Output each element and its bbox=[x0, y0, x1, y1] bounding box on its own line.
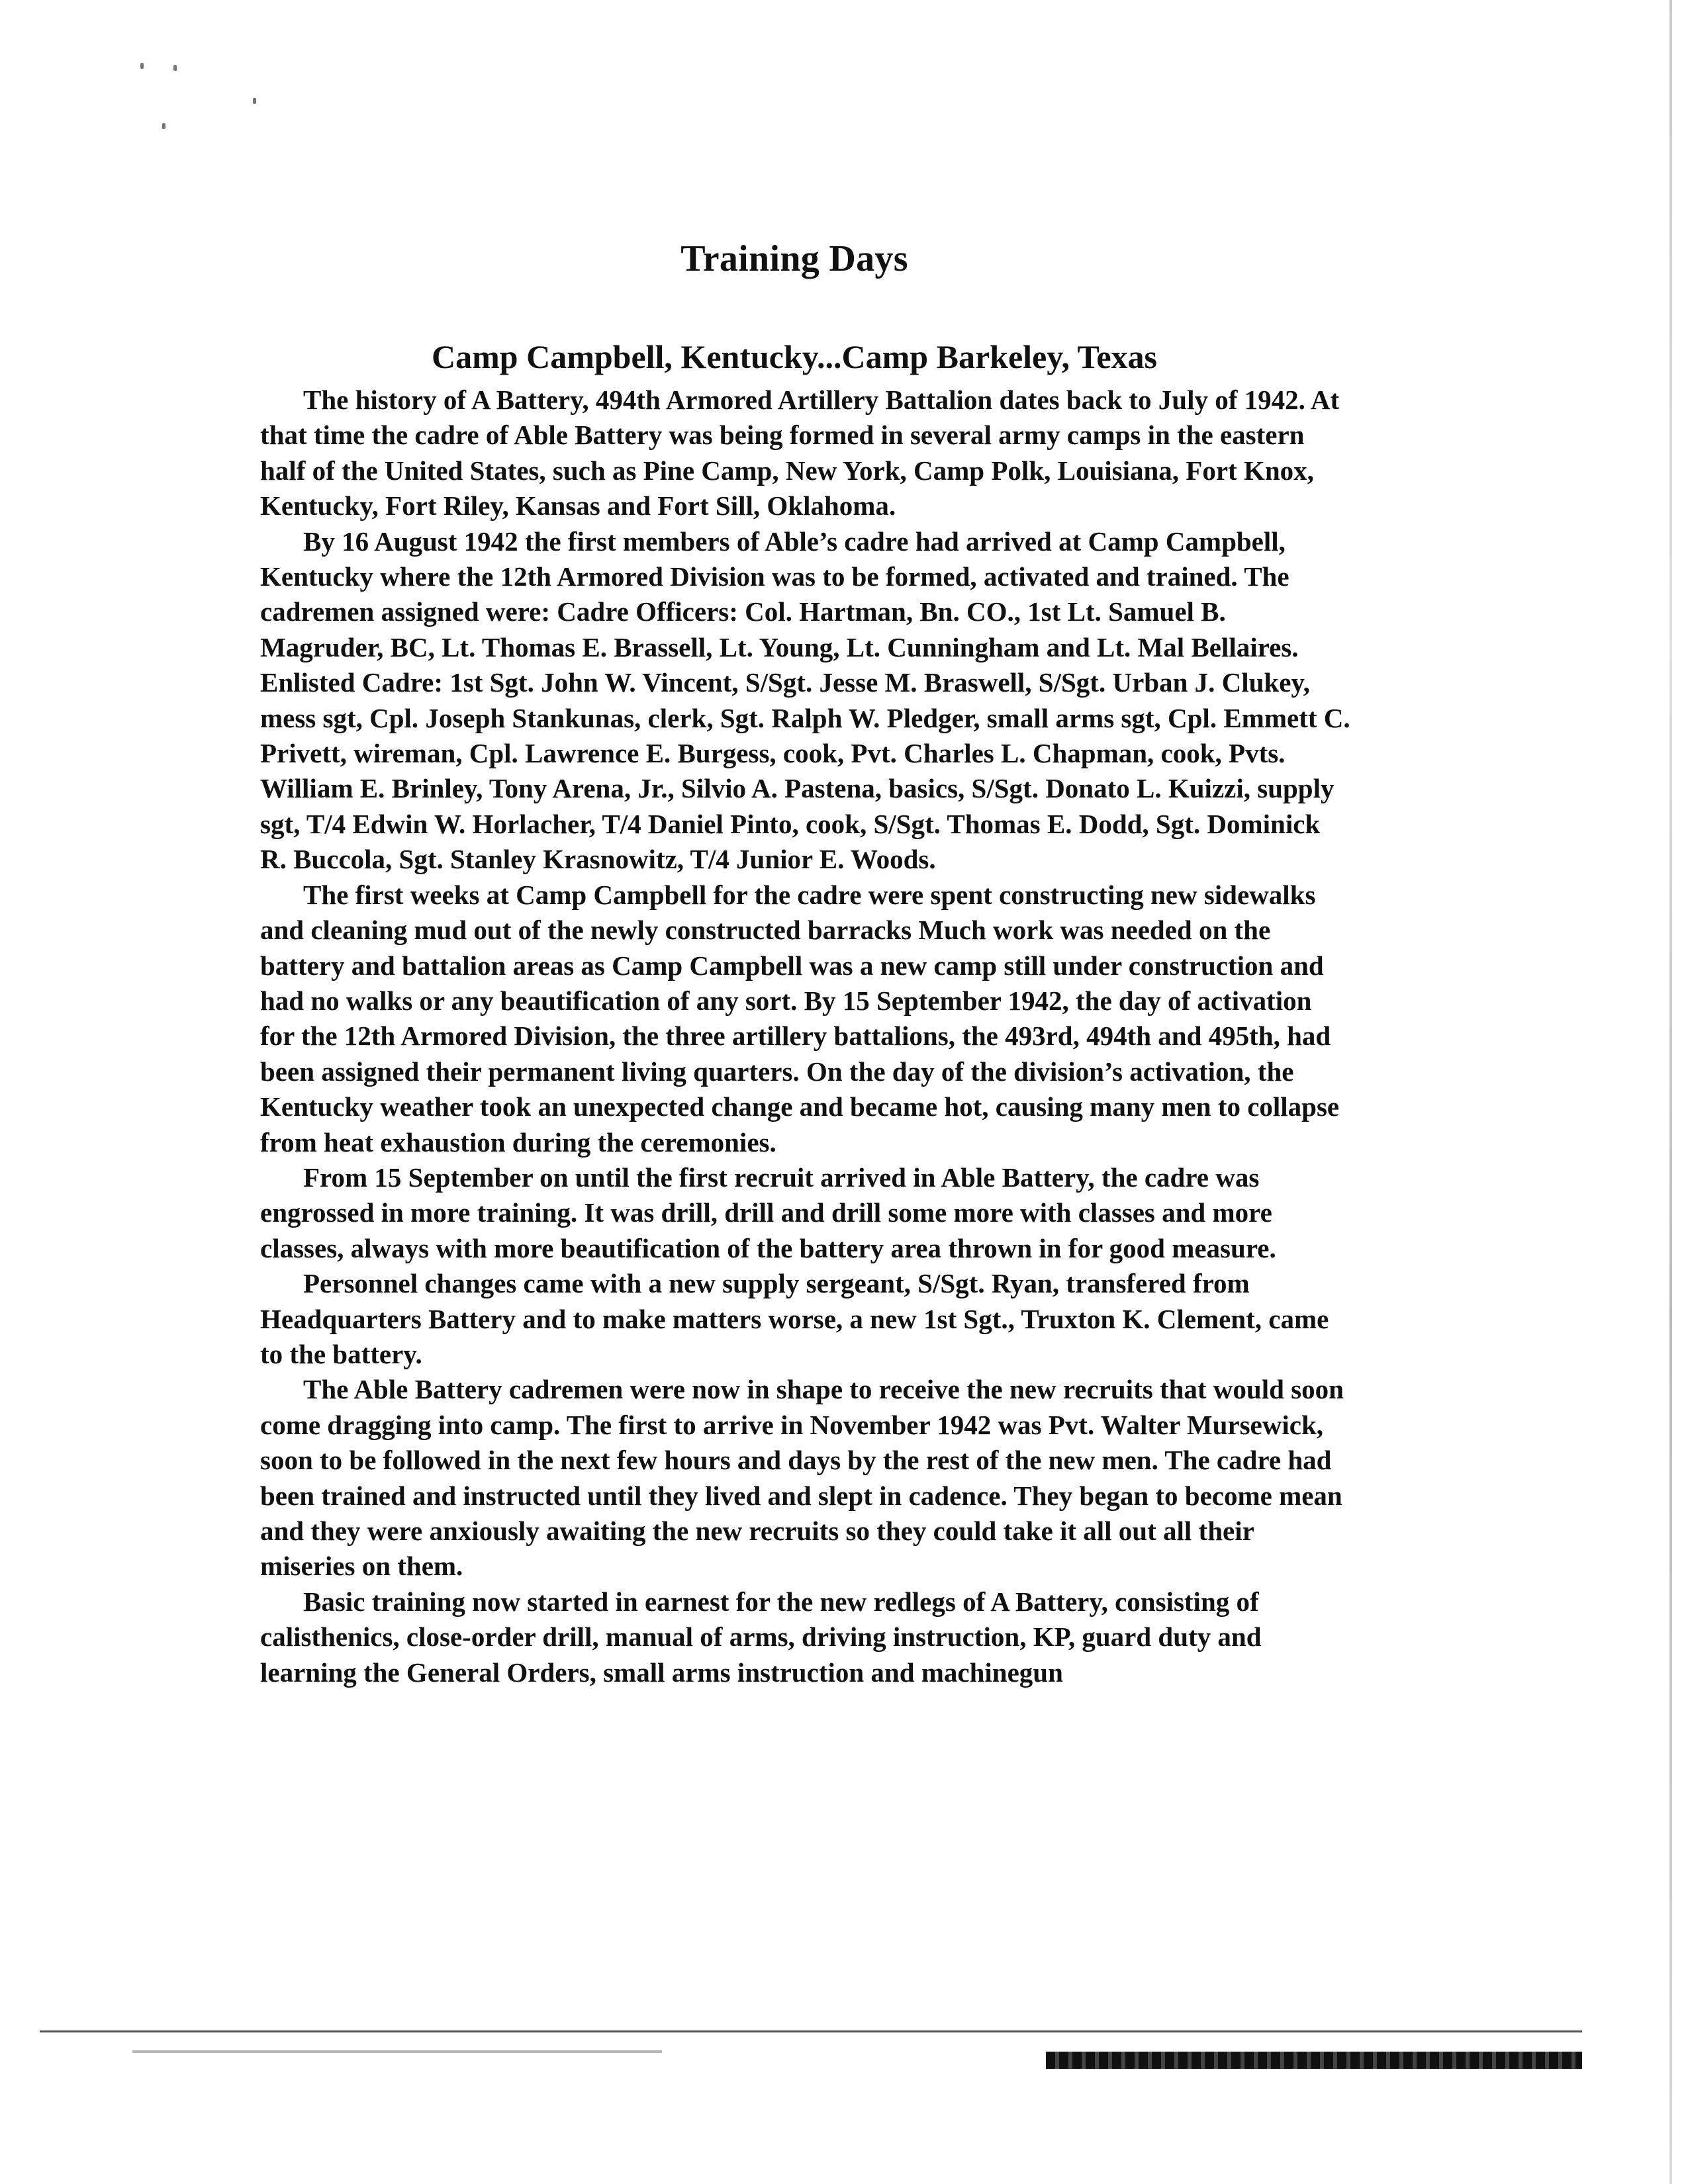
page-title: Training Days bbox=[680, 238, 908, 279]
scan-edge-line bbox=[1669, 0, 1672, 2184]
body-paragraph: The history of A Battery, 494th Armored Artillery Battalion dates back to July of 1942. At that time the cadre of Able Battery was being formed in several army camps in the eastern half of the United States, such as Pine Camp, New York, Camp Polk, Louisiana, Fort Knox, Kentucky, Fort Riley, Kansas and Fort Sill, Oklahoma. bbox=[260, 385, 1340, 522]
scan-speck bbox=[162, 123, 165, 129]
body-paragraph: The Able Battery cadremen were now in shape to receive the new recruits that would soon come dragging into camp. The first to arrive in November 1942 was Pvt. Walter Mursewick, soon to be followed in the next few hours and days by the rest of the new men. The cadre had been trained and instructed until they lived and slept in cadence. They began to become mean and they were anxiously awaiting the new recruits so they could take it all out all their miseries on them. bbox=[260, 1374, 1344, 1582]
document-body bbox=[260, 383, 1352, 1690]
scan-bottom-smudge bbox=[132, 2050, 662, 2053]
scan-bottom-block bbox=[1046, 2052, 1582, 2069]
body-paragraph: Basic training now started in earnest for the new redlegs of A Battery, consisting of calisthenics, close-order drill, manual of arms, driving instruction, KP, guard duty and learning the General Orders, small arms instruction and machinegun bbox=[260, 1586, 1262, 1688]
body-paragraph: From 15 September on until the first recruit arrived in Able Battery, the cadre was engrossed in more training. It was drill, drill and drill some more with classes and more classes, always with more beautification of the battery area thrown in for good measure. bbox=[260, 1161, 1276, 1263]
body-paragraph: By 16 August 1942 the first members of Able’s cadre had arrived at Camp Campbell, Kentucky where the 12th Armored Division was to be formed, activated and trained. The cadremen assigned were: Cadre Officers: Col. Hartman, Bn. CO., 1st Lt. Samuel B. Magruder, BC, Lt. Thomas E. Brassell, Lt. Young, Lt. Cunningham and Lt. Mal Bellaires. Enlisted Cadre: 1st Sgt. John W. Vincent, S/Sgt. Jesse M. Braswell, S/Sgt. Urban J. Clukey, mess sgt, Cpl. Joseph Stankunas, clerk, Sgt. Ralph W. Pledger, small arms sgt, Cpl. Emmett C. Privett, wireman, Cpl. Lawrence E. Burgess, cook, Pvt. Charles L. Chapman, cook, Pvts. William E. Brinley, Tony Arena, Jr., Silvio A. Pastena, basics, S/Sgt. Donato L. Kuizzi, supply sgt, T/4 Edwin W. Horlacher, T/4 Daniel Pinto, cook, S/Sgt. Thomas E. Dodd, Sgt. Dominick R. Buccola, Sgt. Stanley Krasnowitz, T/4 Junior E. Woods. bbox=[260, 525, 1350, 875]
scan-speck bbox=[173, 65, 177, 71]
scan-speck bbox=[140, 63, 144, 69]
scan-bottom-rule bbox=[40, 2030, 1582, 2032]
page-subtitle: Camp Campbell, Kentucky...Camp Barkeley, Texas bbox=[432, 338, 1157, 375]
scan-speck bbox=[253, 98, 256, 104]
body-paragraph: Personnel changes came with a new supply sergeant, S/Sgt. Ryan, transfered from Headquarters Battery and to make matters worse, a new 1st Sgt., Truxton K. Clement, came to the battery. bbox=[260, 1268, 1329, 1369]
body-paragraph: The first weeks at Camp Campbell for the cadre were spent constructing new sidewalks and cleaning mud out of the newly constructed barracks Much work was needed on the battery and battalion areas as Camp Campbell was a new camp still under construction and had no walks or any beautification of any sort. By 15 September 1942, the day of activation for the 12th Armored Division, the three artillery battalions, the 493rd, 494th and 495th, had been assigned their permanent living quarters. On the day of the division’s activation, the Kentucky weather took an unexpected change and became hot, causing many men to collapse from heat exhaustion during the ceremonies. bbox=[260, 879, 1340, 1158]
